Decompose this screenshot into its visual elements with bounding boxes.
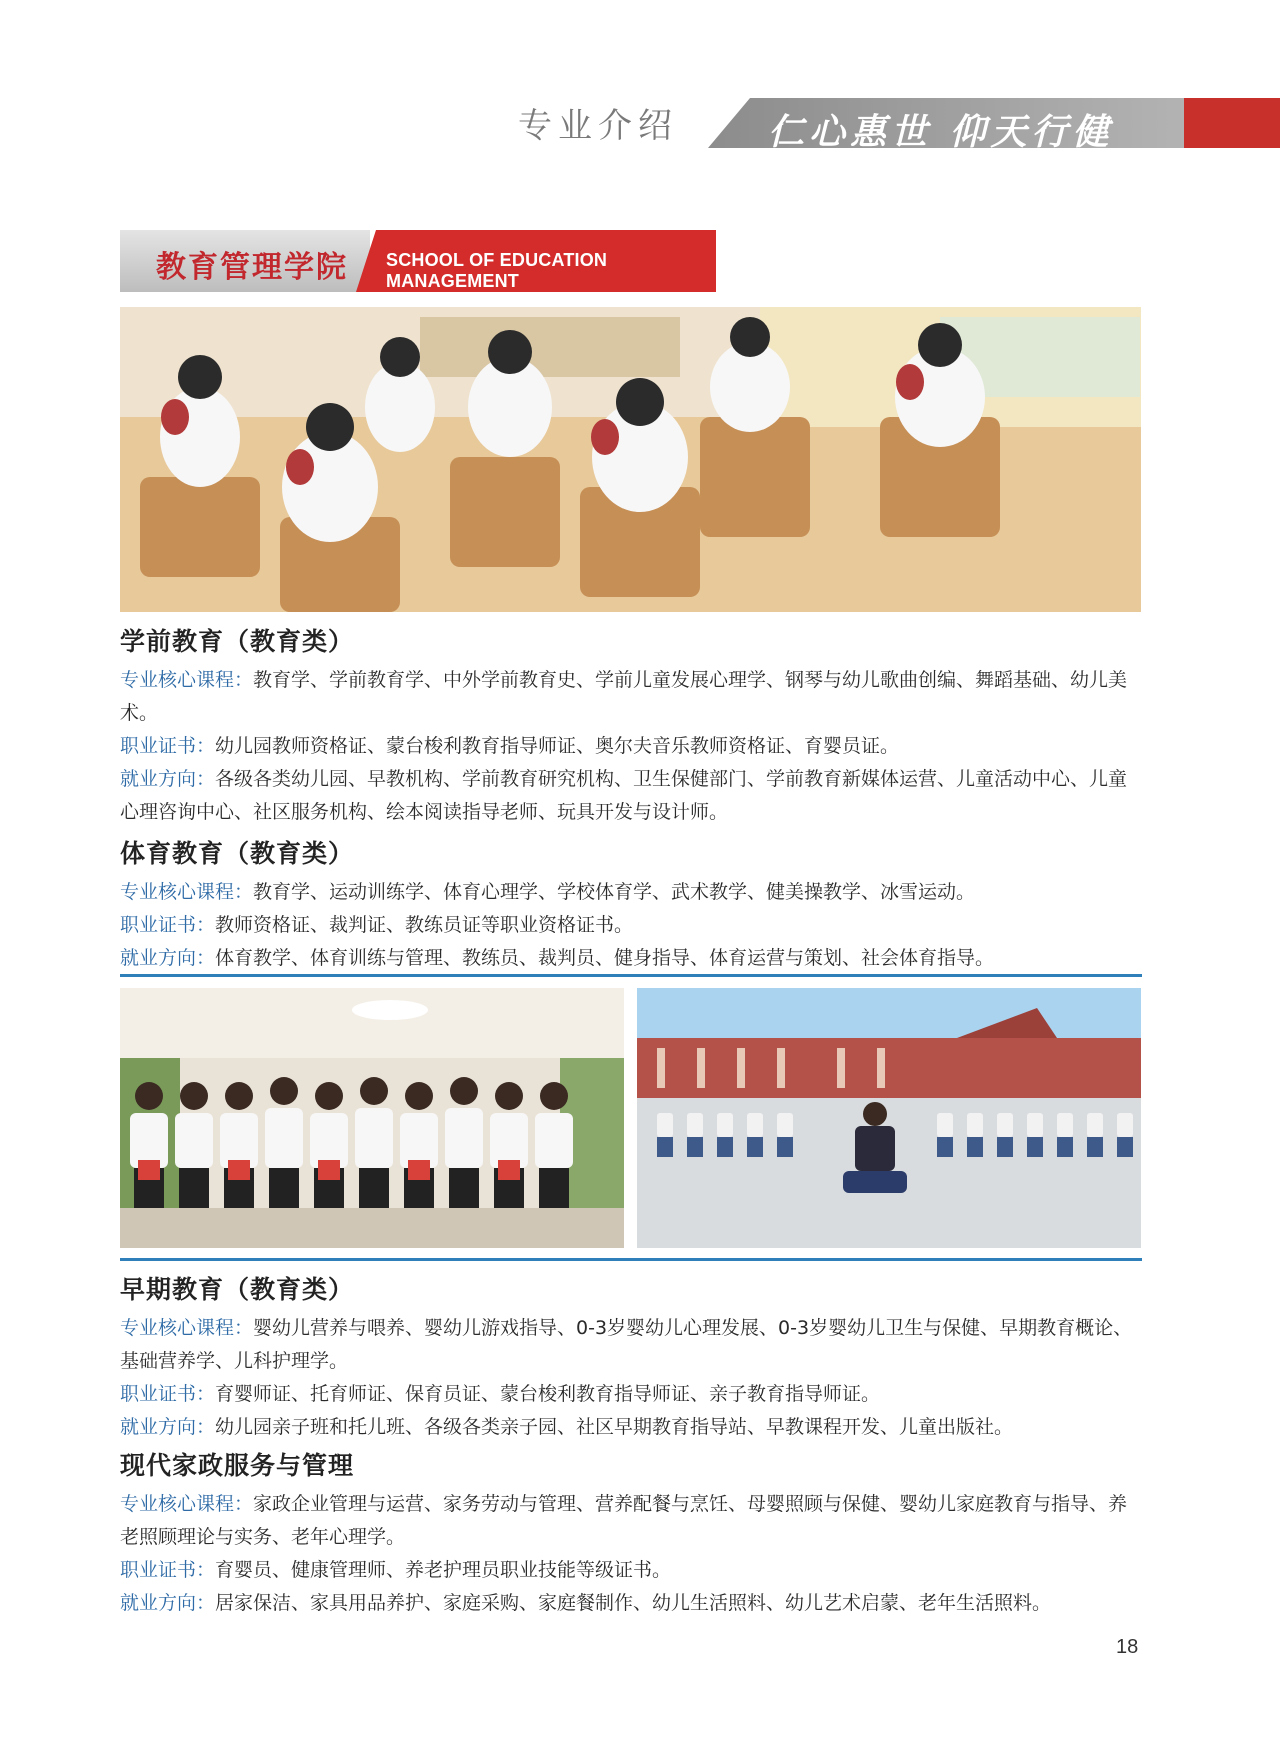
career-directions-text: 幼儿园亲子班和托儿班、各级各类亲子园、社区早期教育指导站、早教课程开发、儿童出版社。 — [215, 1416, 1014, 1438]
major-title: 早期教育（教育类） — [120, 1275, 355, 1304]
school-name-en: SCHOOL OF EDUCATION MANAGEMENT — [386, 250, 608, 291]
certificates — [120, 1554, 1140, 1587]
certificates — [120, 730, 1140, 763]
major-preschool-education — [120, 622, 1140, 829]
core-courses-label: 专业核心课程： — [120, 669, 254, 691]
core-courses-label: 专业核心课程： — [120, 881, 254, 903]
major-home-services-management — [120, 1446, 1140, 1620]
core-courses — [120, 664, 1140, 730]
core-courses — [120, 1488, 1140, 1554]
career-directions-text: 体育教学、体育训练与管理、教练员、裁判员、健身指导、体育运营与策划、社会体育指导。 — [215, 947, 995, 969]
certificates — [120, 1378, 1140, 1411]
page-number: 18 — [1116, 1636, 1139, 1658]
career-directions-label: 就业方向： — [120, 1416, 216, 1438]
header-title: 专业介绍 — [518, 106, 678, 146]
certificates-text: 幼儿园教师资格证、蒙台梭利教育指导师证、奥尔夫音乐教师资格证、育婴员证。 — [215, 735, 900, 757]
certificates-label: 职业证书： — [120, 735, 216, 757]
career-directions — [120, 1587, 1140, 1620]
certificates — [120, 909, 1140, 942]
page-header — [0, 92, 1280, 153]
outdoor-exercise-photo — [637, 988, 1141, 1248]
career-directions-label: 就业方向： — [120, 768, 216, 790]
major-early-education — [120, 1270, 1140, 1444]
certificates-text: 教师资格证、裁判证、教练员证等职业资格证书。 — [215, 914, 634, 936]
career-directions-text: 居家保洁、家具用品养护、家庭采购、家庭餐制作、幼儿生活照料、幼儿艺术启蒙、老年生活照料。 — [215, 1592, 1052, 1614]
major-physical-education — [120, 834, 1140, 975]
major-title: 学前教育（教育类） — [120, 627, 355, 656]
core-courses-text: 教育学、学前教育学、中外学前教育史、学前儿童发展心理学、钢琴与幼儿歌曲创编、舞蹈基础、幼儿美术。 — [120, 669, 1128, 724]
school-banner — [120, 230, 716, 292]
career-directions-label: 就业方向： — [120, 1592, 216, 1614]
core-courses — [120, 1312, 1140, 1378]
core-courses-label: 专业核心课程： — [120, 1317, 254, 1339]
core-courses-text: 教育学、运动训练学、体育心理学、学校体育学、武术教学、健美操教学、冰雪运动。 — [253, 881, 976, 903]
career-directions-text: 各级各类幼儿园、早教机构、学前教育研究机构、卫生保健部门、学前教育新媒体运营、儿童活动中心、儿童心理咨询中心、社区服务机构、绘本阅读指导老师、玩具开发与设计师。 — [120, 768, 1128, 823]
classroom-photo — [120, 307, 1141, 612]
divider-top — [120, 974, 1142, 977]
group-photo — [120, 988, 624, 1248]
certificates-label: 职业证书： — [120, 1383, 216, 1405]
header-accent-block — [1184, 98, 1280, 148]
career-directions — [120, 1411, 1140, 1444]
certificates-label: 职业证书： — [120, 1559, 216, 1581]
major-title: 体育教育（教育类） — [120, 839, 355, 868]
major-title: 现代家政服务与管理 — [120, 1451, 355, 1480]
header-slogan: 仁心惠世 仰天行健 — [768, 111, 1114, 153]
career-directions-label: 就业方向： — [120, 947, 216, 969]
career-directions — [120, 763, 1140, 829]
certificates-label: 职业证书： — [120, 914, 216, 936]
certificates-text: 育婴师证、托育师证、保育员证、蒙台梭利教育指导师证、亲子教育指导师证。 — [215, 1383, 881, 1405]
career-directions — [120, 942, 1140, 975]
divider-bottom — [120, 1258, 1142, 1261]
core-courses-text: 婴幼儿营养与喂养、婴幼儿游戏指导、0-3岁婴幼儿心理发展、0-3岁婴幼儿卫生与保健、早期教育概论、基础营养学、儿科护理学。 — [120, 1317, 1133, 1372]
core-courses-label: 专业核心课程： — [120, 1493, 254, 1515]
core-courses — [120, 876, 1140, 909]
core-courses-text: 家政企业管理与运营、家务劳动与管理、营养配餐与烹饪、母婴照顾与保健、婴幼儿家庭教育与指导、养老照顾理论与实务、老年心理学。 — [120, 1493, 1128, 1548]
school-name-cn: 教育管理学院 — [156, 250, 348, 285]
certificates-text: 育婴员、健康管理师、养老护理员职业技能等级证书。 — [215, 1559, 672, 1581]
